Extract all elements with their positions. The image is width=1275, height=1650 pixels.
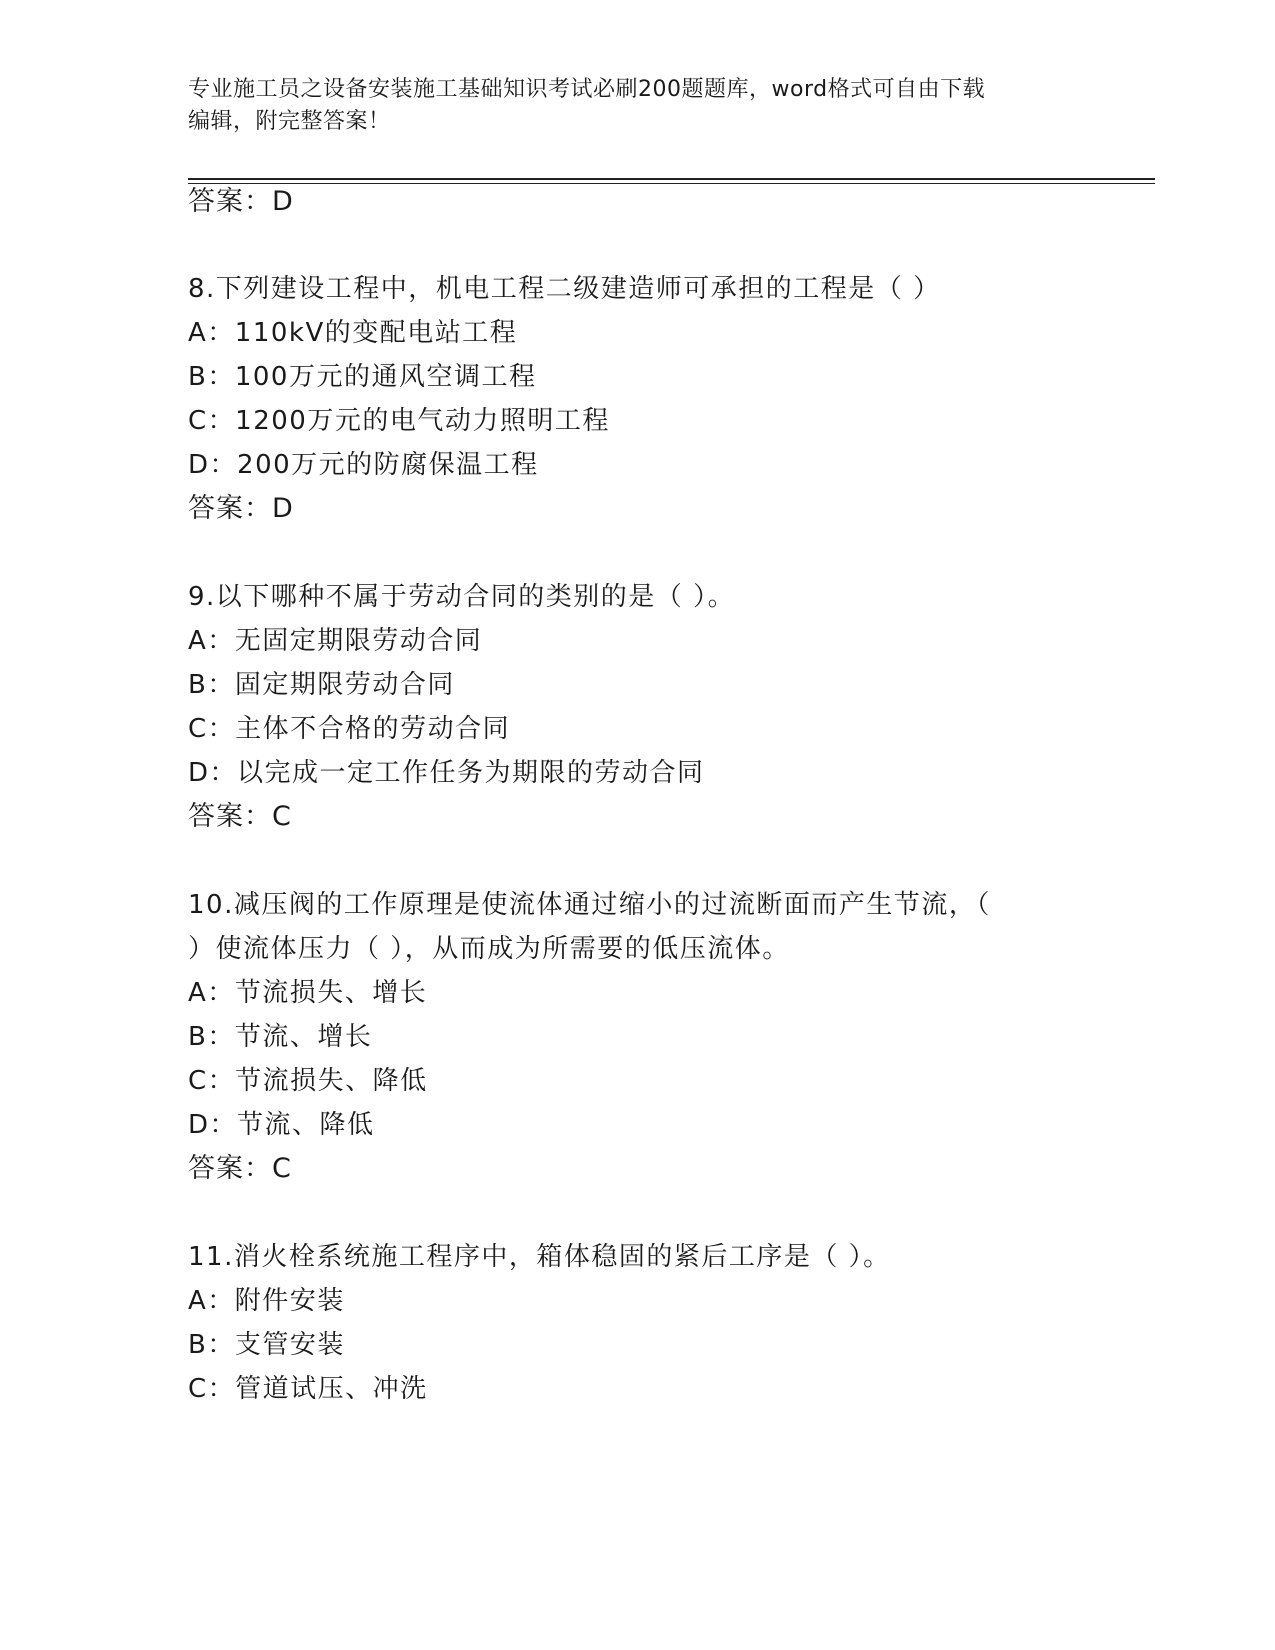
answer-previous: 答案：D (188, 186, 294, 217)
question-11-option-b: B：支管安装 (188, 1330, 345, 1360)
document-header (188, 74, 1088, 138)
question-11-text: 11.消火栓系统施工程序中，箱体稳固的紧后工序是（ ）。 (188, 1242, 891, 1272)
header-title-line2: 编辑，附完整答案！ (188, 109, 391, 134)
question-10-option-b: B：节流、增长 (188, 1022, 373, 1052)
question-8-option-d: D：200万元的防腐保温工程 (188, 450, 539, 480)
question-9-option-b: B：固定期限劳动合同 (188, 670, 455, 700)
question-10-option-c: C：节流损失、降低 (188, 1066, 428, 1096)
question-10-text-line1: 10.减压阀的工作原理是使流体通过缩小的过流断面而产生节流，（ (188, 890, 991, 920)
question-10-text-line2: ）使流体压力（ ），从而成为所需要的低压流体。 (188, 934, 790, 964)
question-8-answer: 答案：D (188, 493, 294, 524)
header-divider-thick (188, 178, 1155, 180)
question-9-option-c: C：主体不合格的劳动合同 (188, 714, 511, 744)
question-9-text: 9.以下哪种不属于劳动合同的类别的是（ ）。 (188, 582, 736, 612)
header-title-line1: 专业施工员之设备安装施工基础知识考试必刷200题题库，word格式可自由下载 (188, 77, 986, 102)
question-11-option-c: C：管道试压、冲洗 (188, 1374, 428, 1404)
question-8-option-a: A：110kV的变配电站工程 (188, 318, 518, 348)
question-9-option-a: A：无固定期限劳动合同 (188, 626, 483, 656)
question-9-option-d: D：以完成一定工作任务为期限的劳动合同 (188, 758, 705, 788)
question-10-option-d: D：节流、降低 (188, 1110, 375, 1140)
header-divider-thin (188, 183, 1155, 184)
question-8-option-c: C：1200万元的电气动力照明工程 (188, 406, 610, 436)
question-8-option-b: B：100万元的通风空调工程 (188, 362, 537, 392)
question-10-option-a: A：节流损失、增长 (188, 978, 428, 1008)
question-11-option-a: A：附件安装 (188, 1286, 345, 1316)
question-10-answer: 答案：C (188, 1153, 292, 1184)
question-9-answer: 答案：C (188, 801, 292, 832)
question-8-text: 8.下列建设工程中，机电工程二级建造师可承担的工程是（ ） (188, 274, 941, 304)
